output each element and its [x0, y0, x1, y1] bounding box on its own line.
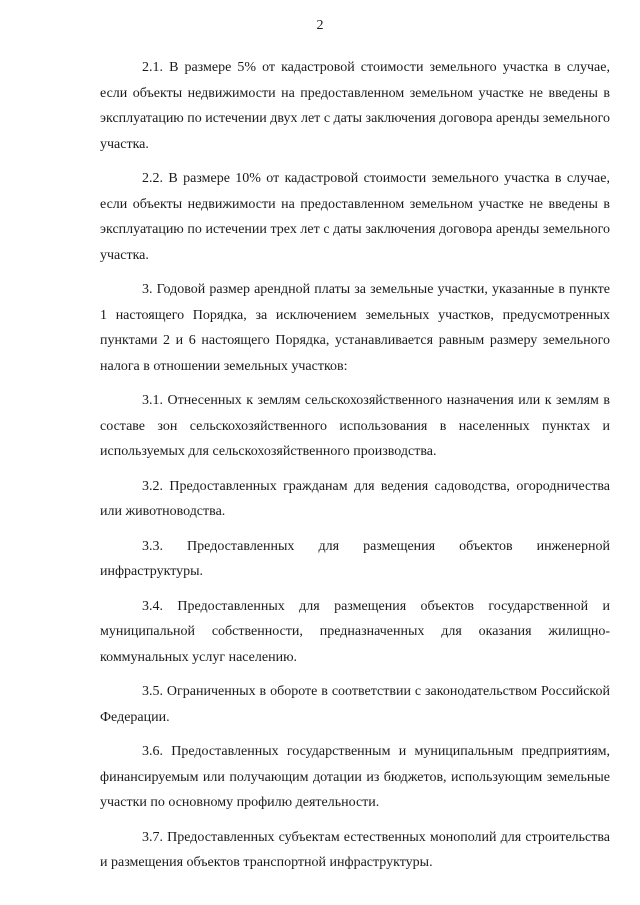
page-number: 2 — [316, 18, 324, 33]
paragraph-2-1: 2.1. В размере 5% от кадастровой стоимости земельного участка в случае, если объекты недвижимости на предоставленном земельном участке не введены в эксплуатацию по истечении двух лет с даты заключения договора аренды земельного участка. — [100, 60, 610, 152]
paragraph-3: 3. Годовой размер арендной платы за земельные участки, указанные в пункте 1 настоящего Порядка, за исключением земельных участков, предусмотренных пунктами 2 и 6 настоящего Порядка, устанавливается равным размеру земельного налога в отношении земельных участков: — [100, 282, 610, 374]
paragraph-3-3: 3.3. Предоставленных для размещения объектов инженерной инфраструктуры. — [100, 538, 610, 579]
paragraph-3-5: 3.5. Ограниченных в обороте в соответствии с законодательством Российской Федерации. — [100, 684, 610, 725]
paragraph-3-4: 3.4. Предоставленных для размещения объектов государственной и муниципальной собственности, предназначенных для оказания жилищно-коммунальных услуг населению. — [100, 598, 610, 665]
paragraph-3-1: 3.1. Отнесенных к землям сельскохозяйственного назначения или к землям в составе зон сельскохозяйственного использования в населенных пунктах и используемых для сельскохозяйственного производства. — [100, 393, 610, 459]
document-body — [100, 55, 610, 885]
paragraph-3-2: 3.2. Предоставленных гражданам для ведения садоводства, огородничества или животноводства. — [100, 478, 610, 519]
paragraph-3-7: 3.7. Предоставленных субъектам естественных монополий для строительства и размещения объектов транспортной инфраструктуры. — [100, 829, 610, 870]
paragraph-3-6: 3.6. Предоставленных государственным и муниципальным предприятиям, финансируемым или получающим дотации из бюджетов, использующим земельные участки по основному профилю деятельности. — [100, 744, 610, 810]
paragraph-2-2: 2.2. В размере 10% от кадастровой стоимости земельного участка в случае, если объекты недвижимости на предоставленном земельном участке не введены в эксплуатацию по истечении трех лет с даты заключения договора аренды земельного участка. — [100, 171, 610, 263]
